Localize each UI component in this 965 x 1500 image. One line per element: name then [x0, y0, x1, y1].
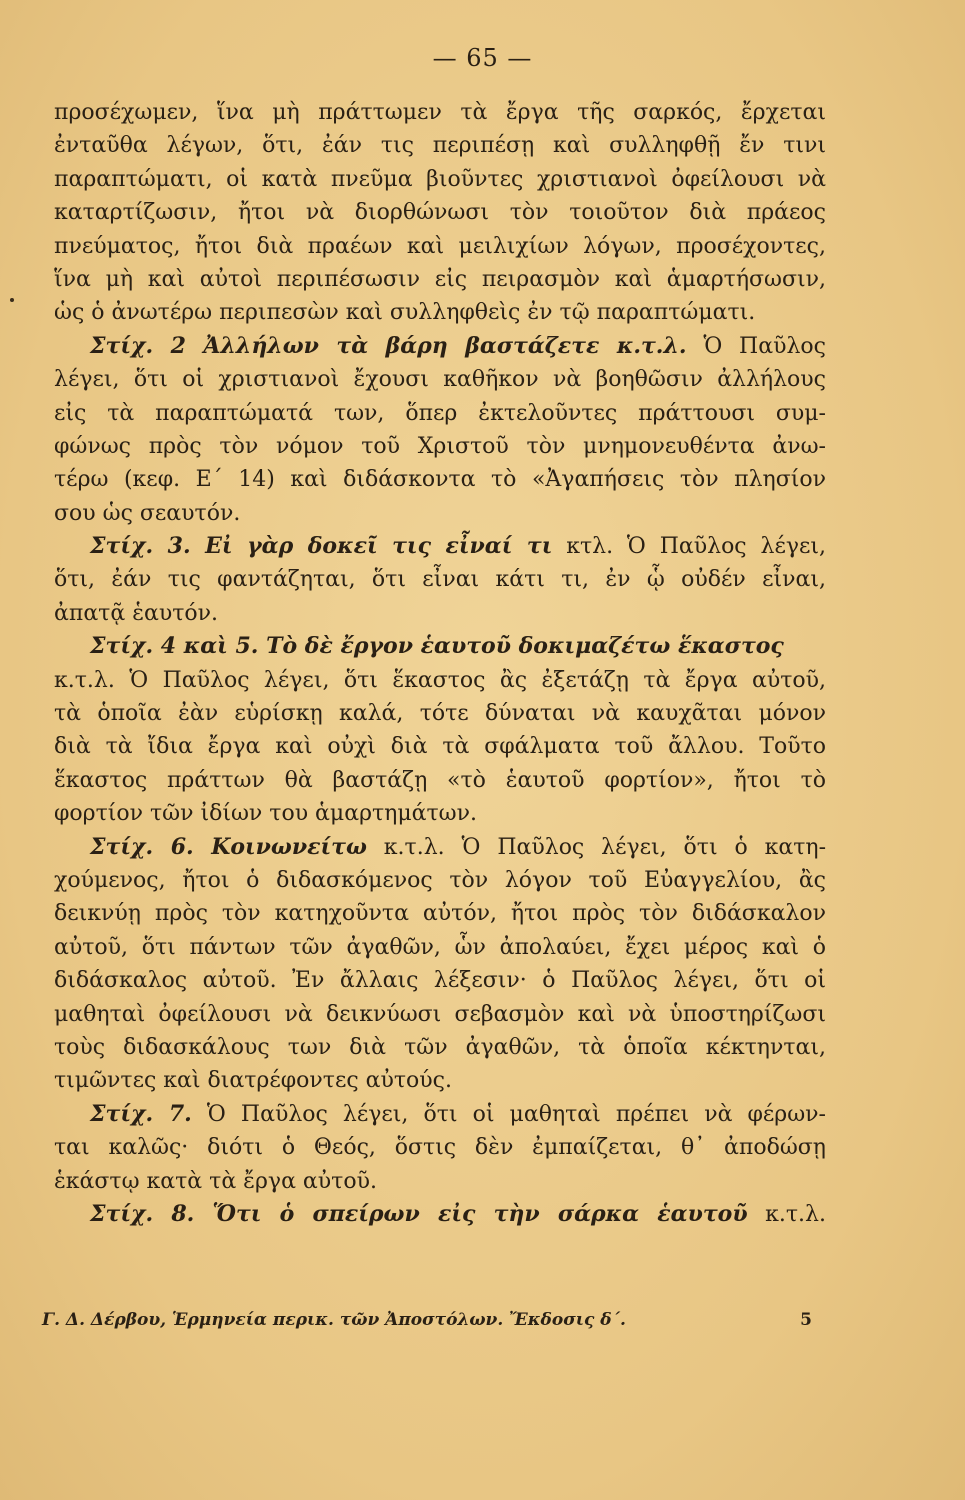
line-text: φορτίον τῶν ἰδίων του ἁμαρτημάτων.: [54, 801, 477, 827]
text-line: [54, 497, 826, 530]
text-line: [54, 931, 826, 964]
line-text: φώνως πρὸς τὸν νόμον τοῦ Χριστοῦ τὸν μνημονευθέντα ἀνω-: [54, 433, 826, 459]
footer-citation: Γ. Δ. Δέρβου, Ἑρμηνεία περικ. τῶν Ἀποστόλων. Ἔκδοσις δ΄.: [42, 1310, 626, 1330]
line-text: κ.τ.λ.: [747, 1201, 826, 1227]
text-line: [54, 764, 826, 797]
text-line: [54, 831, 826, 864]
line-text: δεικνύῃ πρὸς τὸν κατηχοῦντα αὐτόν, ἤτοι πρὸς τὸν διδάσκαλον: [54, 901, 826, 927]
text-line: [54, 998, 826, 1031]
line-text: κ.τ.λ. Ὁ Παῦλος λέγει, ὅτι ἕκαστος ἂς ἐξετάζῃ τὰ ἔργα αὐτοῦ,: [54, 667, 826, 693]
line-text: χούμενος, ἤτοι ὁ διδασκόμενος τὸν λόγον τοῦ Εὐαγγελίου, ἂς: [54, 867, 826, 893]
verse-heading: Στίχ. 6. Κοινωνείτω: [90, 833, 367, 860]
line-text: μαθηταὶ ὀφείλουσι νὰ δεικνύωσι σεβασμὸν καὶ νὰ ὑποστηρίζωσι: [54, 1001, 826, 1027]
text-line: [54, 664, 826, 697]
text-line: [54, 296, 826, 329]
text-line: [54, 430, 826, 463]
line-text: καταρτίζωσιν, ἤτοι νὰ διορθώνωσι τὸν τοιοῦτον διὰ πράεος: [54, 200, 826, 226]
line-text: ἑκάστῳ κατὰ τὰ ἔργα αὐτοῦ.: [54, 1168, 377, 1194]
line-text: παραπτώματι, οἱ κατὰ πνεῦμα βιοῦντες χριστιανοὶ ὀφείλουσι νὰ: [54, 166, 826, 192]
verse-heading: Στίχ. 8. Ὅτι ὁ σπείρων εἰς τὴν σάρκα ἑαυτοῦ: [90, 1200, 748, 1227]
line-text: αὐτοῦ, ὅτι πάντων τῶν ἀγαθῶν, ὧν ἀπολαύει, ἔχει μέρος καὶ ὁ: [54, 934, 826, 960]
footer: [42, 1310, 822, 1330]
text-line: [54, 964, 826, 997]
text-line: [54, 1031, 826, 1064]
text-line: [54, 1131, 826, 1164]
text-line: [54, 397, 826, 430]
verse-heading: Στίχ. 3. Εἰ γὰρ δοκεῖ τις εἶναί τι: [90, 533, 553, 560]
line-text: τὰ ὁποῖα ἐὰν εὑρίσκῃ καλά, τότε δύναται νὰ καυχᾶται μόνον: [54, 701, 826, 727]
text-line: [54, 129, 826, 162]
page-number: — 65 —: [432, 44, 533, 72]
line-text: εἰς τὰ παραπτώματά των, ὅπερ ἐκτελοῦντες πράττουσι συμ-: [54, 400, 826, 426]
text-line: [54, 597, 826, 630]
text-line: [54, 797, 826, 830]
line-text: Ὁ Παῦλος λέγει, ὅτι οἱ μαθηταὶ πρέπει νὰ φέρων-: [191, 1101, 826, 1127]
text-line: [54, 363, 826, 396]
line-text: Ὁ Παῦλος: [686, 333, 826, 359]
line-text: προσέχωμεν, ἵνα μὴ πράττωμεν τὰ ἔργα τῆς σαρκός, ἔρχεται: [54, 100, 826, 125]
line-text: ὅτι, ἐάν τις φαντάζηται, ὅτι εἶναι κάτι τι, ἐν ᾧ οὐδέν εἶναι,: [54, 567, 826, 593]
verse-heading: Στίχ. 7.: [90, 1100, 192, 1127]
text-line: [54, 630, 826, 663]
text-line: [54, 697, 826, 730]
text-line: [54, 1165, 826, 1198]
text-line: [54, 897, 826, 930]
text-line: [54, 230, 826, 263]
text-line: [54, 1064, 826, 1097]
line-text: διδάσκαλος αὐτοῦ. Ἐν ἄλλαις λέξεσιν· ὁ Παῦλος λέγει, ὅτι οἱ: [54, 968, 826, 994]
text-line: [54, 196, 826, 229]
text-line: [54, 1098, 826, 1131]
margin-mark: [10, 298, 14, 302]
line-text: ἐνταῦθα λέγων, ὅτι, ἐάν τις περιπέσῃ καὶ συλληφθῇ ἔν τινι: [54, 133, 826, 159]
line-text: τιμῶντες καὶ διατρέφοντες αὐτούς.: [54, 1068, 452, 1094]
text-line: [54, 730, 826, 763]
text-line: [54, 330, 826, 363]
line-text: ἕκαστος πράττων θὰ βαστάζῃ «τὸ ἑαυτοῦ φορτίον», ἤτοι τὸ: [54, 767, 826, 793]
line-text: ἀπατᾷ ἑαυτόν.: [54, 600, 219, 626]
line-text: σου ὡς σεαυτόν.: [54, 500, 241, 526]
line-text: κτλ. Ὁ Παῦλος λέγει,: [552, 534, 826, 560]
body-text: [54, 96, 826, 1231]
line-text: λέγει, ὅτι οἱ χριστιανοὶ ἔχουσι καθῆκον νὰ βοηθῶσιν ἀλλήλους: [54, 367, 826, 393]
line-text: ὡς ὁ ἀνωτέρω περιπεσὼν καὶ συλληφθεὶς ἐν τῷ παραπτώματι.: [54, 300, 756, 326]
line-text: τέρω (κεφ. Ε΄ 14) καὶ διδάσκοντα τὸ «Ἀγαπήσεις τὸν πλησίον: [54, 467, 826, 493]
line-text: τοὺς διδασκάλους των διὰ τῶν ἀγαθῶν, τὰ ὁποῖα κέκτηνται,: [54, 1034, 826, 1060]
text-line: [54, 563, 826, 596]
signature-mark: 5: [800, 1310, 812, 1330]
text-line: [54, 163, 826, 196]
verse-heading: Στίχ. 4 καὶ 5. Τὸ δὲ ἔργον ἑαυτοῦ δοκιμαζέτω ἕκαστος: [90, 633, 784, 660]
text-line: [54, 96, 826, 129]
verse-heading: Στίχ. 2 Ἀλλήλων τὰ βάρη βαστάζετε κ.τ.λ.: [90, 332, 687, 359]
text-line: [54, 263, 826, 296]
text-line: [54, 1198, 826, 1231]
line-text: ται καλῶς· διότι ὁ Θεός, ὅστις δὲν ἐμπαίζεται, θ᾽ ἀποδώσῃ: [54, 1135, 826, 1161]
text-line: [54, 463, 826, 496]
line-text: κ.τ.λ. Ὁ Παῦλος λέγει, ὅτι ὁ κατη-: [366, 834, 826, 860]
line-text: πνεύματος, ἤτοι διὰ πραέων καὶ μειλιχίων λόγων, προσέχοντες,: [54, 233, 826, 259]
text-line: [54, 864, 826, 897]
text-line: [54, 530, 826, 563]
line-text: διὰ τὰ ἴδια ἔργα καὶ οὐχὶ διὰ τὰ σφάλματα τοῦ ἄλλου. Τοῦτο: [54, 734, 826, 760]
line-text: ἵνα μὴ καὶ αὐτοὶ περιπέσωσιν εἰς πειρασμὸν καὶ ἁμαρτήσωσιν,: [54, 266, 826, 292]
